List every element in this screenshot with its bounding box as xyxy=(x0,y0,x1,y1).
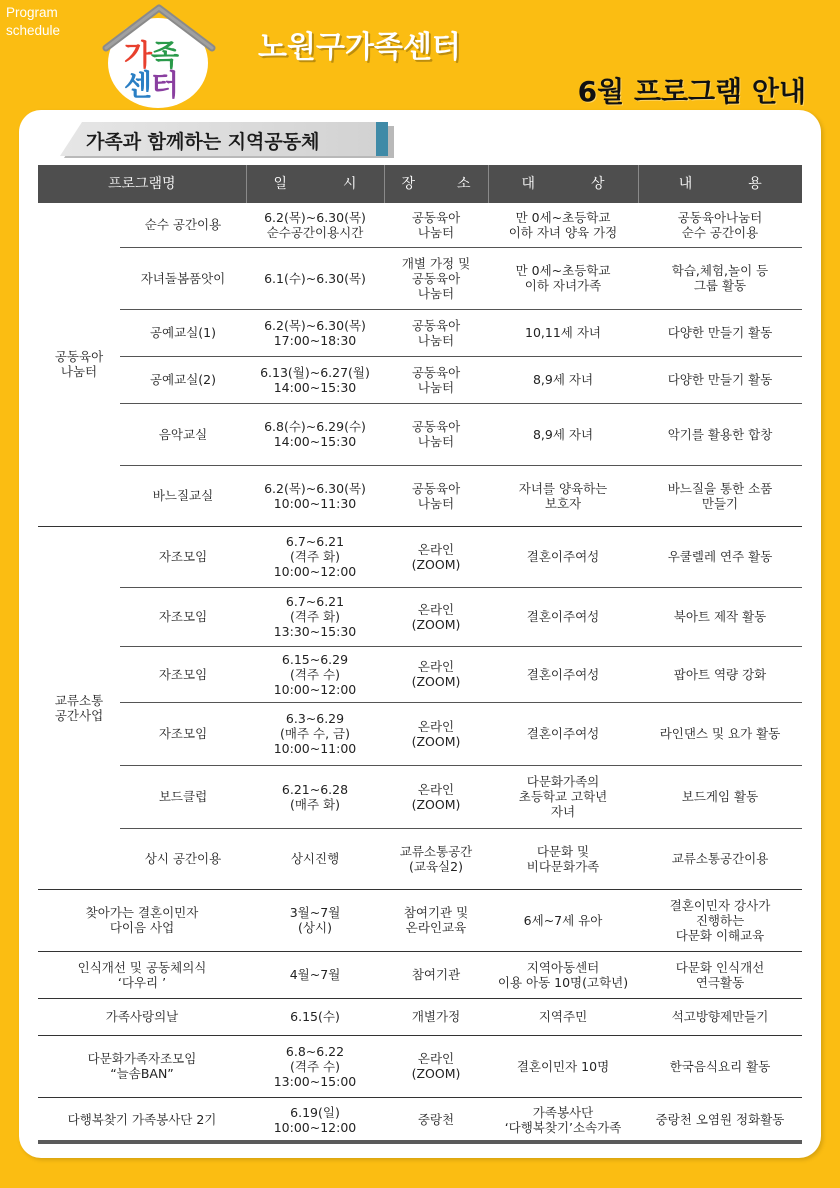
place-cell: 참여기관 및 온라인교육 xyxy=(384,889,488,951)
date-cell: 3월~7월 (상시) xyxy=(246,889,384,951)
table-row xyxy=(38,765,802,828)
target-cell: 결혼이주여성 xyxy=(488,702,638,765)
program-name-cell: 보드클럽 xyxy=(120,765,246,828)
target-cell: 6세~7세 유아 xyxy=(488,889,638,951)
content-cell: 팝아트 역량 강화 xyxy=(638,646,802,702)
content-cell: 라인댄스 및 요가 활동 xyxy=(638,702,802,765)
logo-text-center xyxy=(124,70,178,100)
date-cell: 6.2(목)~6.30(목) 10:00~11:30 xyxy=(246,465,384,526)
table-row xyxy=(38,356,802,403)
logo-char: 족 xyxy=(151,38,179,72)
content-cell: 다양한 만들기 활동 xyxy=(638,309,802,356)
content-cell: 한국음식요리 활동 xyxy=(638,1035,802,1097)
table-row xyxy=(38,403,802,465)
target-cell: 10,11세 자녀 xyxy=(488,309,638,356)
date-cell: 6.21~6.28 (매주 화) xyxy=(246,765,384,828)
program-name-cell: 다문화가족자조모임 “늘솜BAN” xyxy=(38,1035,246,1097)
program-name-cell: 순수 공간이용 xyxy=(120,203,246,247)
place-cell: 온라인 (ZOOM) xyxy=(384,646,488,702)
content-cell: 북아트 제작 활동 xyxy=(638,587,802,646)
place-cell: 개별 가정 및 공동육아 나눔터 xyxy=(384,247,488,309)
table-row xyxy=(38,203,802,247)
logo-char: 센 xyxy=(124,68,152,102)
header-date: 일 시 xyxy=(246,165,384,203)
logo-char: 가 xyxy=(124,38,152,72)
table-body xyxy=(38,203,802,1142)
date-cell: 6.7~6.21 (격주 화) 10:00~12:00 xyxy=(246,526,384,587)
date-cell: 6.1(수)~6.30(목) xyxy=(246,247,384,309)
header-program-name: 프로그램명 xyxy=(38,165,246,203)
center-name: 노원구가족센터 xyxy=(258,30,461,65)
program-name-cell: 음악교실 xyxy=(120,403,246,465)
content-cell: 중랑천 오염원 정화활동 xyxy=(638,1097,802,1142)
table-header-row xyxy=(38,165,802,203)
header-target: 대 상 xyxy=(488,165,638,203)
header-content: 내 용 xyxy=(638,165,802,203)
section-heading-accent xyxy=(376,122,388,156)
program-name-cell: 가족사랑의날 xyxy=(38,998,246,1035)
program-label: Program xyxy=(6,5,58,20)
table-row xyxy=(38,702,802,765)
target-cell: 8,9세 자녀 xyxy=(488,356,638,403)
target-cell: 가족봉사단 ‘다행복찾기’소속가족 xyxy=(488,1097,638,1142)
place-cell: 공동육아 나눔터 xyxy=(384,465,488,526)
place-cell: 공동육아 나눔터 xyxy=(384,203,488,247)
logo-text-family xyxy=(124,40,178,70)
date-cell: 6.3~6.29 (매주 수, 금) 10:00~11:00 xyxy=(246,702,384,765)
content-cell: 우쿨렐레 연주 활동 xyxy=(638,526,802,587)
target-cell: 결혼이주여성 xyxy=(488,526,638,587)
date-cell: 6.15(수) xyxy=(246,998,384,1035)
place-cell: 중랑천 xyxy=(384,1097,488,1142)
table-row xyxy=(38,889,802,951)
content-cell: 공동육아나눔터 순수 공간이용 xyxy=(638,203,802,247)
date-cell: 6.2(목)~6.30(목) 순수공간이용시간 xyxy=(246,203,384,247)
program-schedule-label xyxy=(6,4,60,40)
program-table xyxy=(38,165,802,1143)
table-row xyxy=(38,1097,802,1142)
content-cell: 보드게임 활동 xyxy=(638,765,802,828)
target-cell: 결혼이민자 10명 xyxy=(488,1035,638,1097)
date-cell: 6.7~6.21 (격주 화) 13:30~15:30 xyxy=(246,587,384,646)
place-cell: 개별가정 xyxy=(384,998,488,1035)
target-cell: 지역아동센터 이용 아동 10명(고학년) xyxy=(488,951,638,998)
place-cell: 공동육아 나눔터 xyxy=(384,403,488,465)
target-cell: 만 0세~초등학교 이하 자녀가족 xyxy=(488,247,638,309)
table-row xyxy=(38,247,802,309)
month-title: 6월 프로그램 안내 xyxy=(577,75,806,108)
table-row xyxy=(38,951,802,998)
content-cell: 석고방향제만들기 xyxy=(638,998,802,1035)
category-cell: 공동육아 나눔터 xyxy=(38,203,120,526)
target-cell: 다문화 및 비다문화가족 xyxy=(488,828,638,889)
date-cell: 6.19(일) 10:00~12:00 xyxy=(246,1097,384,1142)
date-cell: 6.8~6.22 (격주 수) 13:00~15:00 xyxy=(246,1035,384,1097)
program-name-cell: 바느질교실 xyxy=(120,465,246,526)
target-cell: 만 0세~초등학교 이하 자녀 양육 가정 xyxy=(488,203,638,247)
program-name-cell: 다행복찾기 가족봉사단 2기 xyxy=(38,1097,246,1142)
place-cell: 온라인 (ZOOM) xyxy=(384,526,488,587)
place-cell: 공동육아 나눔터 xyxy=(384,356,488,403)
program-name-cell: 자조모임 xyxy=(120,702,246,765)
table-row xyxy=(38,587,802,646)
table-row xyxy=(38,828,802,889)
place-cell: 교류소통공간 (교육실2) xyxy=(384,828,488,889)
logo-char: 터 xyxy=(151,68,179,102)
content-cell: 교류소통공간이용 xyxy=(638,828,802,889)
program-name-cell: 자조모임 xyxy=(120,587,246,646)
place-cell: 온라인 (ZOOM) xyxy=(384,702,488,765)
section-heading-text: 가족과 함께하는 지역공동체 xyxy=(86,131,320,153)
target-cell: 결혼이주여성 xyxy=(488,587,638,646)
program-name-cell: 인식개선 및 공동체의식 ‘다우리 ’ xyxy=(38,951,246,998)
table-row xyxy=(38,465,802,526)
table-row xyxy=(38,1035,802,1097)
program-name-cell: 상시 공간이용 xyxy=(120,828,246,889)
target-cell: 지역주민 xyxy=(488,998,638,1035)
header-place: 장 소 xyxy=(384,165,488,203)
target-cell: 자녀를 양육하는 보호자 xyxy=(488,465,638,526)
bottom-rule xyxy=(38,1140,802,1144)
place-cell: 온라인 (ZOOM) xyxy=(384,765,488,828)
date-cell: 상시진행 xyxy=(246,828,384,889)
content-cell: 바느질을 통한 소품 만들기 xyxy=(638,465,802,526)
table-row xyxy=(38,526,802,587)
program-name-cell: 자조모임 xyxy=(120,646,246,702)
table-row xyxy=(38,998,802,1035)
place-cell: 참여기관 xyxy=(384,951,488,998)
content-cell: 결혼이민자 강사가 진행하는 다문화 이해교육 xyxy=(638,889,802,951)
target-cell: 8,9세 자녀 xyxy=(488,403,638,465)
program-name-cell: 공예교실(2) xyxy=(120,356,246,403)
place-cell: 온라인 (ZOOM) xyxy=(384,1035,488,1097)
date-cell: 6.2(목)~6.30(목) 17:00~18:30 xyxy=(246,309,384,356)
family-center-logo xyxy=(100,4,218,108)
content-cell: 악기를 활용한 합창 xyxy=(638,403,802,465)
place-cell: 공동육아 나눔터 xyxy=(384,309,488,356)
target-cell: 다문화가족의 초등학교 고학년 자녀 xyxy=(488,765,638,828)
category-cell: 교류소통 공간사업 xyxy=(38,526,120,889)
table-row xyxy=(38,309,802,356)
date-cell: 6.13(월)~6.27(월) 14:00~15:30 xyxy=(246,356,384,403)
program-name-cell: 찾아가는 결혼이민자 다이음 사업 xyxy=(38,889,246,951)
program-name-cell: 자녀돌봄품앗이 xyxy=(120,247,246,309)
section-heading xyxy=(42,120,386,158)
program-name-cell: 자조모임 xyxy=(120,526,246,587)
date-cell: 6.8(수)~6.29(수) 14:00~15:30 xyxy=(246,403,384,465)
date-cell: 6.15~6.29 (격주 수) 10:00~12:00 xyxy=(246,646,384,702)
content-cell: 학습,체험,놀이 등 그룹 활동 xyxy=(638,247,802,309)
content-cell: 다문화 인식개선 연극활동 xyxy=(638,951,802,998)
place-cell: 온라인 (ZOOM) xyxy=(384,587,488,646)
target-cell: 결혼이주여성 xyxy=(488,646,638,702)
schedule-label: schedule xyxy=(6,23,61,38)
content-cell: 다양한 만들기 활동 xyxy=(638,356,802,403)
table-row xyxy=(38,646,802,702)
date-cell: 4월~7월 xyxy=(246,951,384,998)
program-name-cell: 공예교실(1) xyxy=(120,309,246,356)
